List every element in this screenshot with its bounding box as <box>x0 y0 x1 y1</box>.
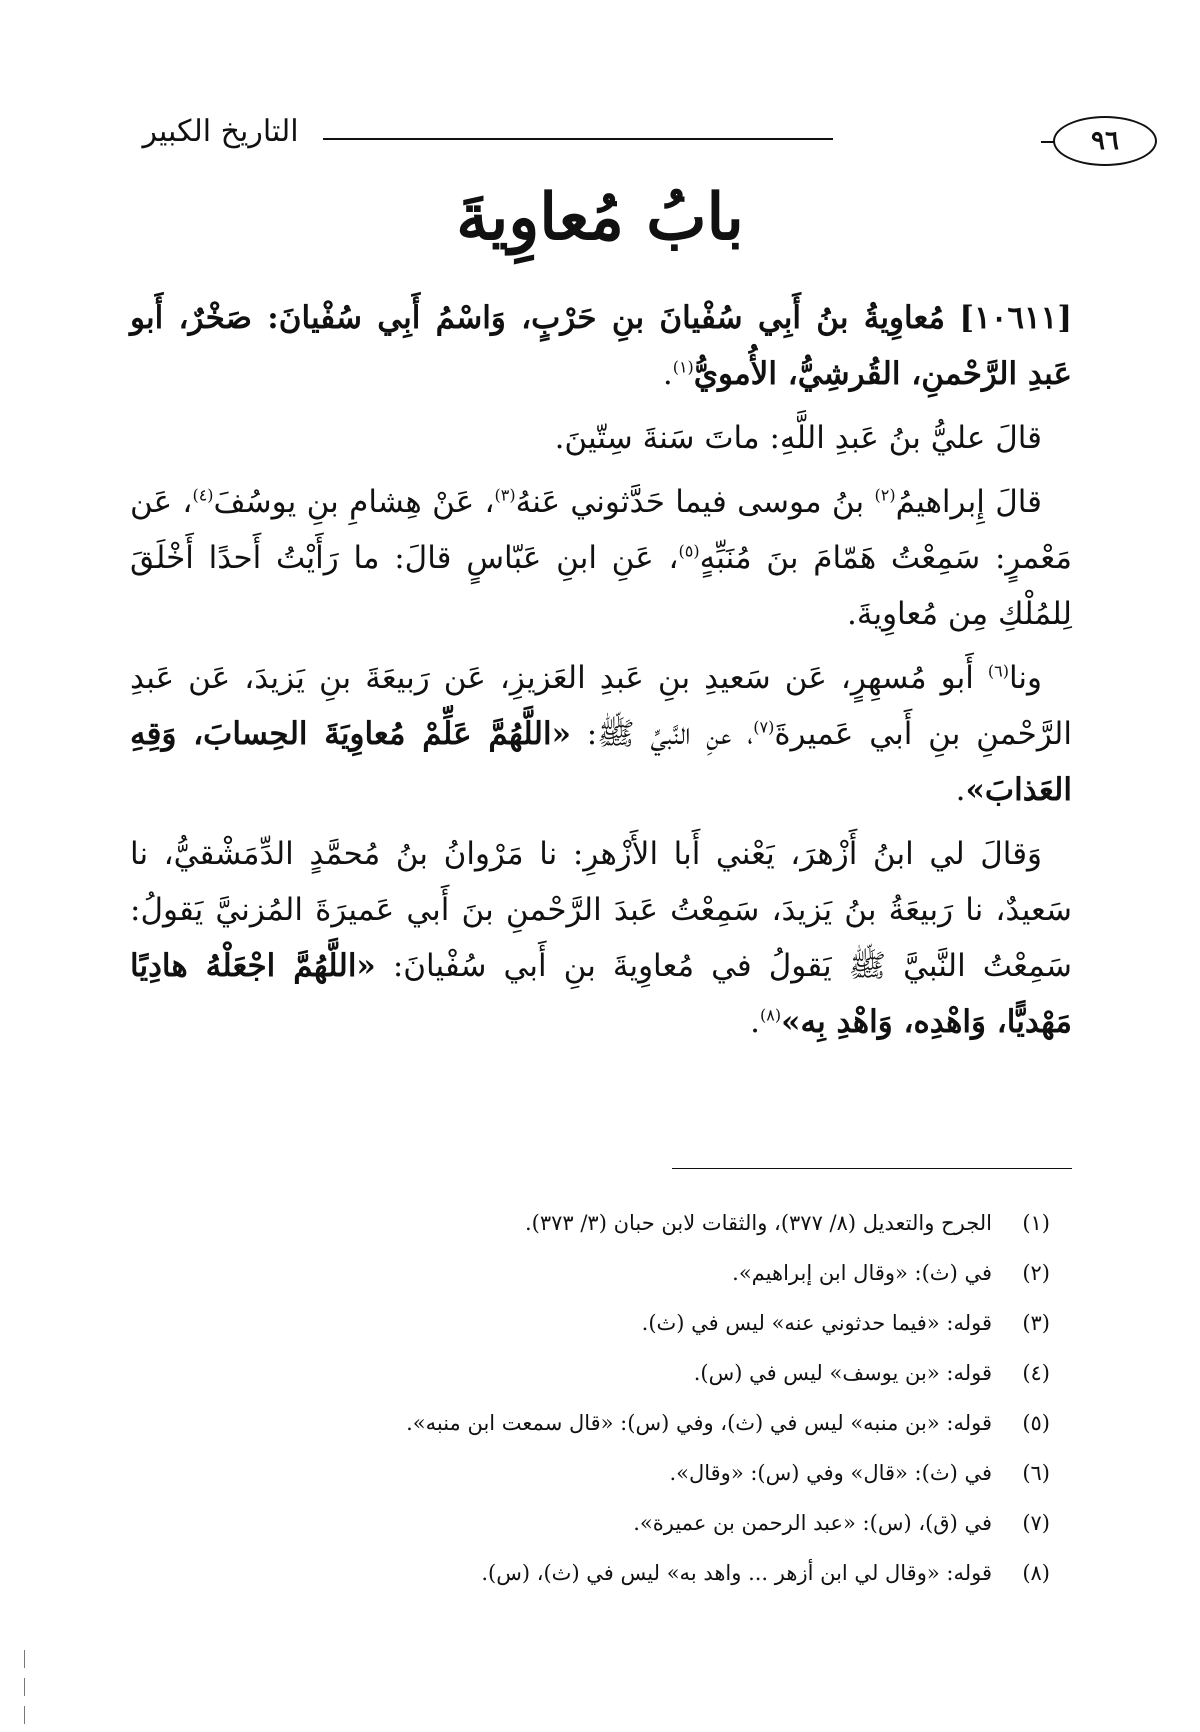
footnote-number: (٢) <box>1022 1261 1050 1285</box>
footnote-separator <box>672 1168 1072 1169</box>
footnote-text: قوله: «بن يوسف» ليس في (س). <box>693 1361 992 1385</box>
footnote-ref-7[interactable]: (٧) <box>753 717 775 737</box>
footnote-2 <box>130 1248 1050 1298</box>
footnote-text: الجرح والتعديل (٨/ ٣٧٧)، والثقات لابن حبان (٣/ ٣٧٣). <box>524 1211 992 1235</box>
text-segment: أَبو مُسهِرٍ، عَن سَعيدِ بنِ عَبدِ العَزيزِ، عَن رَبيعَةَ بنِ يَزيدَ، عَن عَبدِ الرَّحْمنِ بنِ أَبي عَميرةَ <box>130 660 1072 752</box>
entry-number: [١٠٦١١] <box>959 300 1072 336</box>
book-title: التاريخ الكبير <box>142 114 299 149</box>
text-segment: ، عنِ النَّبيِّ ﷺ: <box>570 716 754 752</box>
text-segment: بنُ موسى فيما حَدَّثوني عَنهُ <box>515 484 875 520</box>
header-rule <box>323 138 833 140</box>
footnote-text: في (ق)، (س): «عبد الرحمن بن عميرة». <box>633 1511 992 1535</box>
footnote-number: (١) <box>1022 1211 1050 1235</box>
paragraph-ibn-abbas <box>130 474 1072 642</box>
footnote-6 <box>130 1448 1050 1498</box>
footnote-number: (٥) <box>1022 1411 1050 1435</box>
text-segment: ، عَنِ ابنِ عَبّاسٍ قالَ: ما رَأَيْتُ أَحدًا أَخْلَقَ لِلمُلْكِ مِن مُعاوِيةَ. <box>130 540 1072 632</box>
binding-marks <box>22 1650 28 1732</box>
text-segment: ونا <box>1008 660 1042 696</box>
footnote-text: قوله: «فيما حدثوني عنه» ليس في (ث). <box>641 1311 992 1335</box>
binding-mark <box>24 1678 25 1696</box>
footnote-text: قوله: «وقال لي ابن أزهر ... واهد به» ليس في (ث)، (س). <box>481 1561 992 1585</box>
footnote-ref-1[interactable]: (١) <box>672 357 694 377</box>
footnote-5 <box>130 1398 1050 1448</box>
hadith-quote-1: «اللَّهُمَّ عَلِّمْ مُعاوِيَةَ الحِسابَ، وَقِهِ العَذابَ» <box>130 716 1072 808</box>
text-segment: وَقالَ لي ابنُ أَزْهرَ، يَعْني أَبا الأَزْهرِ: نا مَرْوانُ بنُ مُحمَّدٍ الدِّمَشْقيُّ، نا سَعيدٌ، نا رَبيعَةُ بنُ يَزيدَ، سَمِعْتُ عَبدَ الرَّحْمنِ بنَ أَبي عَميرَةَ المُزنيَّ يَقولُ: سَمِعْتُ النَّبيَّ ﷺ يَقولُ في مُعاوِيةَ بنِ أَبي سُفْيانَ: <box>130 836 1072 984</box>
footnote-ref-4[interactable]: (٤) <box>192 485 214 505</box>
footnote-number: (٦) <box>1022 1461 1050 1485</box>
hadith-quote-2: «اللَّهُمَّ اجْعَلْهُ هادِيًا مَهْديًّا، وَاهْدِه، وَاهْدِ بِه» <box>130 948 1072 1040</box>
footnote-number: (٧) <box>1022 1511 1050 1535</box>
footnote-text: قوله: «بن منبه» ليس في (ث)، وفي (س): «قال سمعت ابن منبه». <box>406 1411 992 1435</box>
footnote-text: في (ث): «قال» وفي (س): «وقال». <box>669 1461 992 1485</box>
binding-mark <box>24 1650 25 1668</box>
page-number: ٩٦ <box>1053 116 1157 166</box>
footnote-ref-6[interactable]: (٦) <box>987 661 1009 681</box>
entry-name: مُعاوِيةُ بنُ أَبِي سُفْيانَ بنِ حَرْبٍ، وَاسْمُ أَبِي سُفْيانَ: صَخْرٌ، أَبو عَبدِ الرَّحْمنِ، القُرشِيُّ، الأُمويُّ <box>130 300 1072 392</box>
text-segment: قالَ إِبراهيمُ <box>895 484 1042 520</box>
page-header <box>128 108 1119 168</box>
footnote-number: (٨) <box>1022 1561 1050 1585</box>
footnote-ref-3[interactable]: (٣) <box>494 485 516 505</box>
text-segment: . <box>955 772 966 808</box>
footnote-ref-5[interactable]: (٥) <box>678 541 700 561</box>
footnote-7 <box>130 1498 1050 1548</box>
paragraph-hadith-2 <box>130 826 1072 1050</box>
footnote-ref-8[interactable]: (٨) <box>760 1005 782 1025</box>
body-text <box>130 290 1072 1058</box>
paragraph-death: قالَ عليُّ بنُ عَبدِ اللَّهِ: ماتَ سَنةَ سِتّينَ. <box>554 420 1042 456</box>
text-segment: . <box>750 1004 760 1040</box>
footnote-3 <box>130 1298 1050 1348</box>
footnote-8 <box>130 1548 1050 1598</box>
entry-name-end: . <box>662 356 673 392</box>
binding-mark <box>24 1706 25 1724</box>
footnote-text: في (ث): «وقال ابن إبراهيم». <box>732 1261 992 1285</box>
chapter-title: بابُ مُعاوِيةَ <box>456 180 744 255</box>
footnotes <box>130 1198 1050 1598</box>
text-segment: ، عَنْ هِشامِ بنِ يوسُفَ <box>213 484 495 520</box>
footnote-4 <box>130 1348 1050 1398</box>
entry-heading <box>130 290 1072 402</box>
footnote-ref-2[interactable]: (٢) <box>874 485 896 505</box>
footnote-1 <box>130 1198 1050 1248</box>
footnote-number: (٣) <box>1022 1311 1050 1335</box>
text-segment: ، عَن مَعْمرٍ: سَمِعْتُ هَمّامَ بنَ مُنَبِّهٍ <box>130 484 1072 576</box>
footnote-number: (٤) <box>1022 1361 1050 1385</box>
paragraph-hadith-1 <box>130 650 1072 818</box>
